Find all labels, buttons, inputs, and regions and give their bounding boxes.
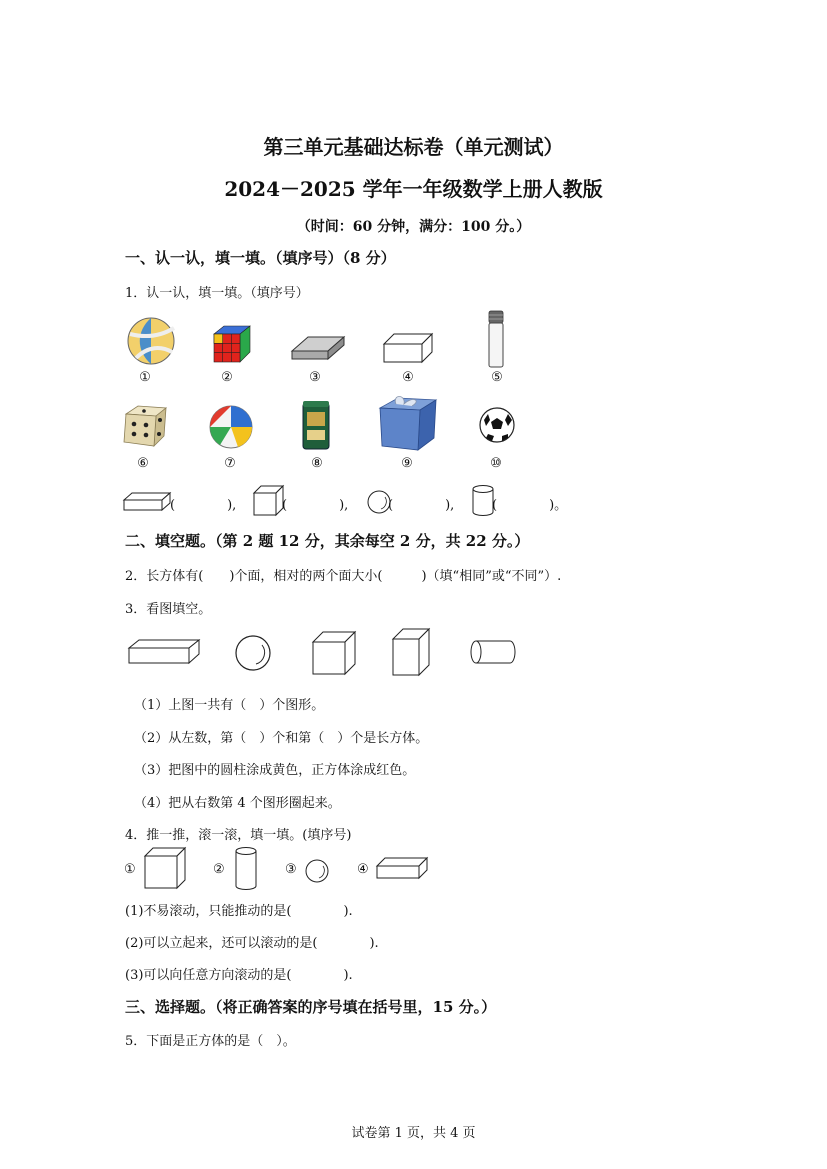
q3-sub-3: （3）把图中的圆柱涂成黄色，正方体涂成红色。 [134,763,416,778]
item-number: ② [221,370,233,385]
q4-sub-2: (2)可以立起来，还可以滚动的是( ). [125,936,379,951]
cube-shape [311,630,357,676]
question-2: 2．长方体有( )个面，相对的两个面大小( )（填“相同”或“不同”）. [125,569,562,584]
q4-label: ③ [285,862,297,877]
page-title: 第三单元基础达标卷（单元测试） [263,135,564,159]
question-4: 4．推一推，滚一滚，填一填。(填序号) [125,828,352,843]
page-subtitle: 2024－2025 学年一年级数学上册人教版 [224,177,603,201]
flat-box-icon [290,333,346,363]
box-icon [382,332,434,364]
gift-box-icon [376,394,438,452]
q4-sub-3: (3)可以向任意方向滚动的是( ). [125,968,353,983]
tea-can-icon [301,400,331,450]
cube-shape [143,846,187,890]
rubiks-cube-icon [210,324,252,364]
item-number: ④ [402,370,414,385]
answer-blank: ( ), [388,498,455,513]
section3-heading: 三、选择题。（将正确答案的序号填在括号里，15 分。） [125,998,497,1016]
question-3: 3．看图填空。 [125,602,212,617]
cylinder-lying-shape [468,638,520,666]
section2-heading: 二、填空题。（第 2 题 12 分，其余每空 2 分，共 22 分。） [125,532,530,550]
cuboid-upright-shape [391,627,431,677]
answer-blank: ( ), [282,498,349,513]
cube-shape [252,484,286,518]
dice-icon [122,404,168,448]
q4-label: ② [213,862,225,877]
item-number: ⑧ [311,456,323,471]
q4-label: ① [124,862,136,877]
sphere-shape [304,858,330,884]
q4-sub-1: (1)不易滚动，只能推动的是( ). [125,904,353,919]
cylinder-shape [233,846,259,892]
item-number: ⑤ [491,370,503,385]
question-1: 1．认一认，填一填。（填序号） [125,286,309,301]
answer-blank: ( ), [170,498,237,513]
q3-sub-2: （2）从左数，第（ ）个和第（ ）个是长方体。 [134,731,429,746]
section1-heading: 一、认一认，填一填。（填序号）（8 分） [125,249,396,267]
item-number: ⑦ [224,456,236,471]
time-info: （时间：60 分钟，满分：100 分。） [296,219,531,235]
question-5: 5．下面是正方体的是（ ）。 [125,1034,296,1049]
q3-sub-1: （1）上图一共有（ ）个图形。 [134,698,325,713]
item-number: ⑩ [490,456,502,471]
page-footer: 试卷第 1 页，共 4 页 [351,1126,476,1141]
cuboid-shape [122,490,172,514]
item-number: ① [139,370,151,385]
answer-blank: ( )。 [492,498,568,513]
sphere-shape [234,634,272,672]
item-number: ⑥ [137,456,149,471]
cuboid-shape [127,638,201,666]
q4-label: ④ [357,862,369,877]
bottle-icon [485,310,507,368]
volleyball-icon [126,316,176,366]
cuboid-shape [375,856,429,882]
beach-ball-icon [208,404,254,450]
item-number: ⑨ [401,456,413,471]
q3-sub-4: （4）把从右数第 4 个图形圈起来。 [134,796,341,811]
soccer-ball-icon [478,406,516,444]
item-number: ③ [309,370,321,385]
